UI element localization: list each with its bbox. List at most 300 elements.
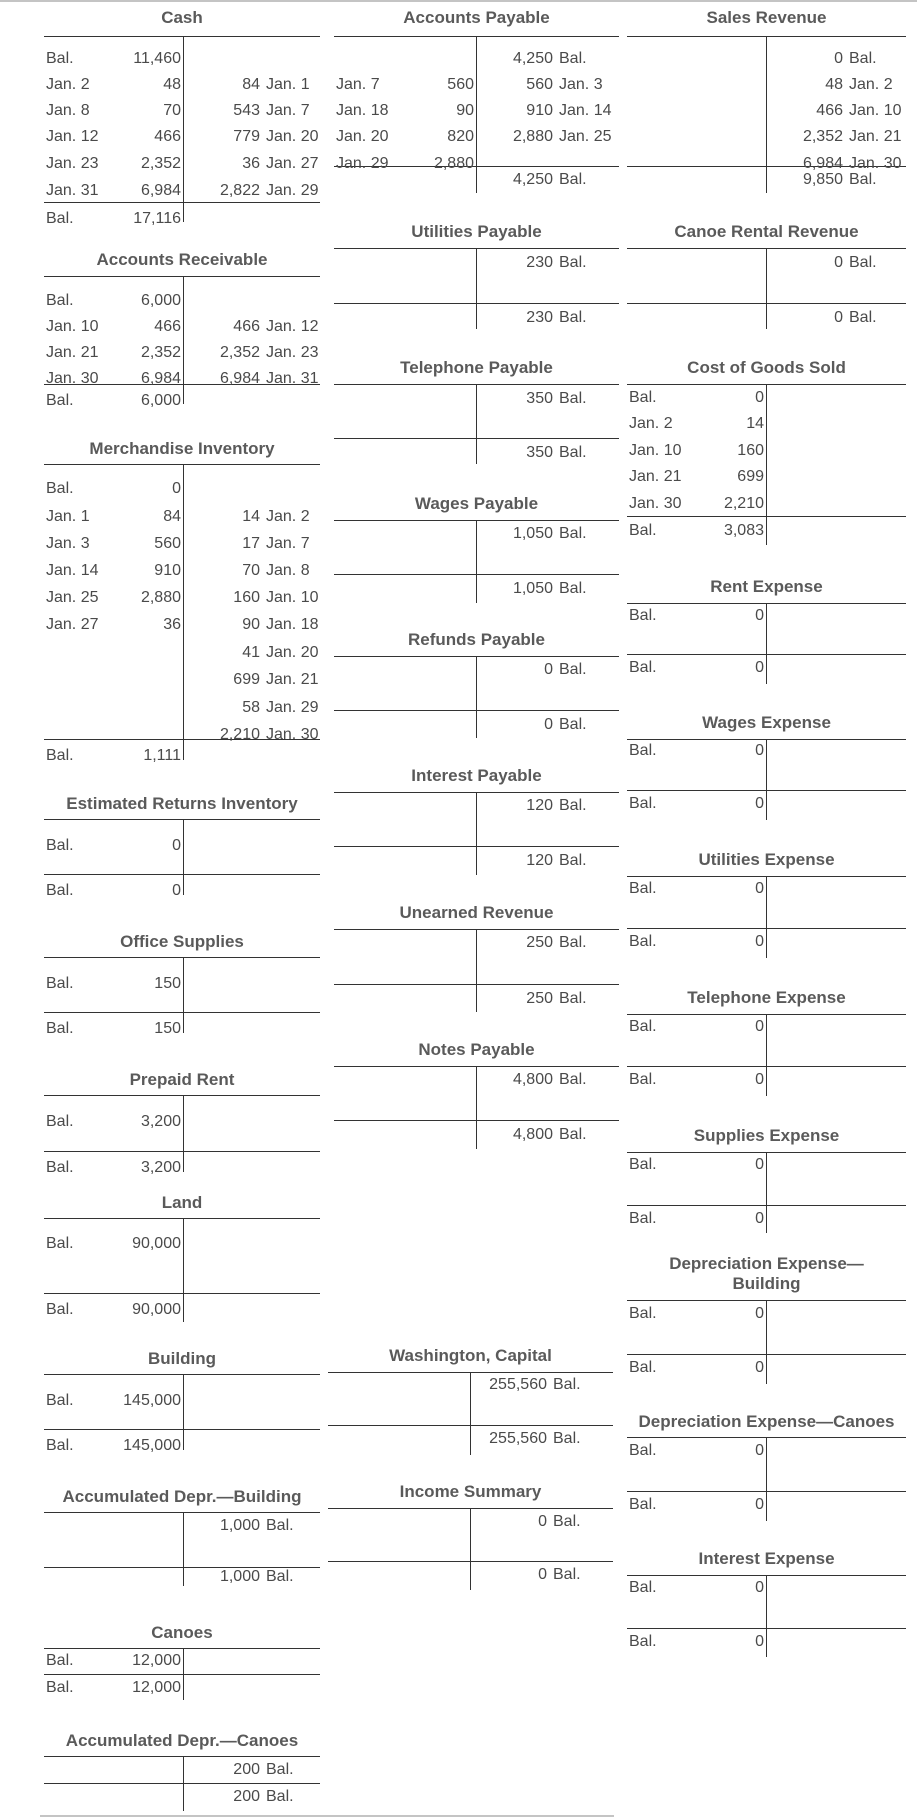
credit-amount: 2,352 <box>802 128 843 145</box>
debit-amount: 2,880 <box>433 155 474 172</box>
t-account-stem <box>183 1648 184 1700</box>
account-wages-expense <box>627 712 906 822</box>
credit-label: Jan. 29 <box>266 182 319 199</box>
debit-amount: 560 <box>447 76 474 93</box>
balance-rule <box>44 1012 320 1013</box>
debit-amount: 84 <box>163 508 181 525</box>
account-title: Washington, Capital <box>389 1346 552 1365</box>
closing-amount: 250 <box>526 990 553 1007</box>
closing-label: Bal. <box>46 747 74 764</box>
credit-amount: 6,984 <box>802 155 843 172</box>
debit-amount: 48 <box>163 76 181 93</box>
debit-label: Jan. 2 <box>629 415 673 432</box>
debit-label: Bal. <box>629 607 657 624</box>
credit-amount: 48 <box>825 76 843 93</box>
closing-amount: 0 <box>834 309 843 326</box>
header-rule <box>44 957 320 958</box>
credit-amount: 543 <box>233 102 260 119</box>
closing-amount: 230 <box>526 309 553 326</box>
credit-amount: 200 <box>233 1761 260 1778</box>
header-rule <box>44 1095 320 1096</box>
debit-amount: 910 <box>154 562 181 579</box>
debit-label: Bal. <box>46 480 74 497</box>
account-office-supplies <box>44 931 320 1035</box>
account-accounts-receivable <box>44 249 320 409</box>
debit-label: Jan. 21 <box>629 468 682 485</box>
t-account-stem <box>183 464 184 760</box>
debit-label: Jan. 20 <box>336 128 389 145</box>
closing-label: Bal. <box>553 1566 581 1583</box>
credit-label: Bal. <box>559 1071 587 1088</box>
closing-label: Bal. <box>559 1126 587 1143</box>
debit-label: Jan. 29 <box>336 155 389 172</box>
header-rule <box>44 1218 320 1219</box>
debit-amount: 2,352 <box>140 155 181 172</box>
debit-label: Bal. <box>46 1113 74 1130</box>
credit-amount: 1,050 <box>512 525 553 542</box>
closing-label: Bal. <box>46 1020 74 1037</box>
account-telephone-expense <box>627 987 906 1098</box>
account-accumulated-depr-building <box>44 1486 320 1588</box>
closing-label: Bal. <box>559 990 587 1007</box>
credit-amount: 70 <box>242 562 260 579</box>
debit-amount: 820 <box>447 128 474 145</box>
credit-label: Jan. 21 <box>849 128 902 145</box>
debit-amount: 0 <box>755 1442 764 1459</box>
closing-amount: 6,000 <box>140 392 181 409</box>
debit-amount: 36 <box>163 616 181 633</box>
closing-amount: 4,800 <box>512 1126 553 1143</box>
credit-label: Jan. 8 <box>266 562 310 579</box>
account-title: Notes Payable <box>418 1040 535 1059</box>
credit-amount: 0 <box>834 50 843 67</box>
account-title: Estimated Returns Inventory <box>66 794 298 813</box>
credit-amount: 779 <box>233 128 260 145</box>
debit-amount: 6,000 <box>140 292 181 309</box>
closing-label: Bal. <box>629 1071 657 1088</box>
credit-amount: 4,250 <box>512 50 553 67</box>
account-prepaid-rent <box>44 1069 320 1174</box>
debit-amount: 145,000 <box>123 1392 181 1409</box>
credit-amount: 17 <box>242 535 260 552</box>
credit-label: Jan. 12 <box>266 318 319 335</box>
debit-label: Jan. 23 <box>46 155 99 172</box>
account-title: Refunds Payable <box>408 630 545 649</box>
closing-label: Bal. <box>46 1437 74 1454</box>
t-account-stem <box>470 1372 471 1455</box>
credit-label: Bal. <box>266 1761 294 1778</box>
credit-amount: 350 <box>526 390 553 407</box>
credit-amount: 120 <box>526 797 553 814</box>
account-title: Cost of Goods Sold <box>687 358 846 377</box>
account-utilities-expense <box>627 849 906 960</box>
account-depreciation-expense-canoes <box>627 1411 906 1523</box>
closing-label: Bal. <box>629 522 657 539</box>
credit-amount: 2,210 <box>219 726 260 743</box>
debit-amount: 0 <box>755 1156 764 1173</box>
account-depreciation-expense-building <box>627 1254 906 1386</box>
closing-label: Bal. <box>46 1159 74 1176</box>
account-title: Supplies Expense <box>693 1126 840 1145</box>
header-rule <box>44 464 320 465</box>
debit-label: Bal. <box>46 1652 74 1669</box>
credit-amount: 160 <box>233 589 260 606</box>
account-canoes <box>44 1622 320 1702</box>
credit-label: Bal. <box>559 390 587 407</box>
account-title: Canoe Rental Revenue <box>674 222 859 241</box>
account-building <box>44 1348 320 1452</box>
closing-amount: 0 <box>755 1496 764 1513</box>
bottom-divider <box>40 1815 614 1817</box>
credit-label: Jan. 7 <box>266 102 310 119</box>
balance-rule <box>44 1429 320 1430</box>
account-cash <box>44 7 320 227</box>
credit-amount: 2,352 <box>219 344 260 361</box>
account-title: Telephone Payable <box>400 358 553 377</box>
credit-amount: 0 <box>834 254 843 271</box>
debit-amount: 0 <box>755 1018 764 1035</box>
closing-amount: 0 <box>544 716 553 733</box>
credit-amount: 910 <box>526 102 553 119</box>
credit-amount: 6,984 <box>219 370 260 387</box>
credit-label: Jan. 30 <box>266 726 319 743</box>
credit-amount: 14 <box>242 508 260 525</box>
debit-label: Jan. 3 <box>46 535 90 552</box>
t-account-stem <box>470 1508 471 1590</box>
credit-amount: 4,800 <box>512 1071 553 1088</box>
credit-label: Jan. 20 <box>266 128 319 145</box>
closing-amount: 4,250 <box>512 171 553 188</box>
closing-amount: 1,000 <box>219 1568 260 1585</box>
debit-amount: 2,880 <box>140 589 181 606</box>
debit-amount: 466 <box>154 318 181 335</box>
balance-rule <box>44 874 320 875</box>
account-telephone-payable <box>334 357 619 466</box>
closing-label: Bal. <box>46 1679 74 1696</box>
closing-label: Bal. <box>559 309 587 326</box>
credit-label: Bal. <box>849 50 877 67</box>
closing-label: Bal. <box>559 852 587 869</box>
credit-label: Bal. <box>553 1376 581 1393</box>
balance-rule <box>44 1674 320 1675</box>
closing-label: Bal. <box>46 882 74 899</box>
closing-amount: 17,116 <box>133 210 181 227</box>
account-unearned-revenue <box>334 902 619 1014</box>
debit-label: Bal. <box>629 1018 657 1035</box>
closing-label: Bal. <box>629 795 657 812</box>
account-title: Wages Expense <box>702 713 831 732</box>
t-account-stem <box>476 656 477 738</box>
debit-amount: 0 <box>755 880 764 897</box>
closing-label: Bal. <box>559 171 587 188</box>
closing-label: Bal. <box>629 659 657 676</box>
t-account-stem <box>476 384 477 464</box>
debit-label: Jan. 30 <box>629 495 682 512</box>
closing-label: Bal. <box>849 309 877 326</box>
t-account-stem <box>766 384 767 545</box>
credit-label: Bal. <box>849 254 877 271</box>
credit-label: Jan. 31 <box>266 370 319 387</box>
debit-label: Jan. 10 <box>46 318 99 335</box>
credit-amount: 0 <box>538 1513 547 1530</box>
account-title: Telephone Expense <box>687 988 846 1007</box>
t-account-stem <box>476 248 477 329</box>
closing-amount: 255,560 <box>489 1430 547 1447</box>
closing-amount: 12,000 <box>132 1679 181 1696</box>
header-rule <box>44 36 320 37</box>
header-rule <box>44 1374 320 1375</box>
closing-amount: 200 <box>233 1788 260 1805</box>
closing-amount: 145,000 <box>123 1437 181 1454</box>
debit-amount: 6,984 <box>140 370 181 387</box>
closing-label: Bal. <box>266 1568 294 1585</box>
debit-label: Jan. 10 <box>629 442 682 459</box>
t-account-stem <box>183 1756 184 1811</box>
credit-amount: 90 <box>242 616 260 633</box>
debit-amount: 466 <box>154 128 181 145</box>
closing-label: Bal. <box>629 1496 657 1513</box>
account-title: Land <box>161 1193 203 1212</box>
account-title: Depreciation Expense—Building <box>669 1254 864 1293</box>
account-supplies-expense <box>627 1125 906 1235</box>
closing-label: Bal. <box>849 171 877 188</box>
header-rule <box>44 819 320 820</box>
account-title: Prepaid Rent <box>129 1070 235 1089</box>
closing-label: Bal. <box>46 392 74 409</box>
closing-amount: 0 <box>755 1359 764 1376</box>
account-title: Sales Revenue <box>706 8 827 27</box>
debit-label: Bal. <box>629 880 657 897</box>
debit-amount: 2,210 <box>723 495 764 512</box>
credit-label: Jan. 18 <box>266 616 319 633</box>
debit-amount: 0 <box>755 1305 764 1322</box>
closing-amount: 1,050 <box>512 580 553 597</box>
credit-label: Bal. <box>559 50 587 67</box>
credit-label: Jan. 25 <box>559 128 612 145</box>
t-account-stem <box>183 819 184 895</box>
credit-amount: 466 <box>233 318 260 335</box>
credit-label: Jan. 1 <box>266 76 310 93</box>
t-account-stem <box>183 957 184 1033</box>
header-rule <box>44 1756 320 1757</box>
account-washington-capital <box>328 1345 613 1457</box>
credit-amount: 41 <box>242 644 260 661</box>
debit-amount: 90 <box>456 102 474 119</box>
t-account-stem <box>183 1218 184 1322</box>
closing-amount: 90,000 <box>132 1301 181 1318</box>
account-accumulated-depr-canoes <box>44 1730 320 1813</box>
debit-label: Bal. <box>629 1442 657 1459</box>
closing-amount: 150 <box>154 1020 181 1037</box>
debit-label: Jan. 7 <box>336 76 380 93</box>
closing-label: Bal. <box>559 444 587 461</box>
closing-amount: 3,083 <box>723 522 764 539</box>
account-interest-expense <box>627 1548 906 1659</box>
closing-amount: 0 <box>755 1071 764 1088</box>
account-title: Office Supplies <box>120 932 244 951</box>
account-income-summary <box>328 1481 613 1592</box>
t-account-stem <box>183 36 184 222</box>
closing-amount: 120 <box>526 852 553 869</box>
credit-label: Jan. 14 <box>559 102 612 119</box>
account-title: Merchandise Inventory <box>89 439 275 458</box>
credit-amount: 560 <box>526 76 553 93</box>
account-title: Utilities Expense <box>698 850 835 869</box>
t-account-stem <box>476 792 477 875</box>
closing-label: Bal. <box>629 1633 657 1650</box>
credit-amount: 2,822 <box>219 182 260 199</box>
debit-amount: 2,352 <box>140 344 181 361</box>
account-title: Wages Payable <box>414 494 539 513</box>
account-accounts-payable <box>334 7 619 195</box>
credit-label: Bal. <box>266 1517 294 1534</box>
credit-label: Bal. <box>559 934 587 951</box>
account-title: Accumulated Depr.—Canoes <box>65 1731 299 1750</box>
credit-label: Jan. 7 <box>266 535 310 552</box>
credit-label: Jan. 10 <box>849 102 902 119</box>
account-title: Rent Expense <box>710 577 823 596</box>
debit-amount: 0 <box>755 389 764 406</box>
credit-amount: 1,000 <box>219 1517 260 1534</box>
closing-label: Bal. <box>266 1788 294 1805</box>
credit-label: Jan. 2 <box>849 76 893 93</box>
debit-label: Bal. <box>629 1305 657 1322</box>
credit-label: Jan. 20 <box>266 644 319 661</box>
debit-label: Bal. <box>46 837 74 854</box>
debit-label: Jan. 14 <box>46 562 99 579</box>
closing-label: Bal. <box>629 1359 657 1376</box>
t-account-stem <box>766 603 767 684</box>
debit-amount: 0 <box>755 742 764 759</box>
debit-label: Bal. <box>46 292 74 309</box>
closing-amount: 1,111 <box>143 747 181 764</box>
closing-label: Bal. <box>46 1301 74 1318</box>
debit-amount: 0 <box>172 480 181 497</box>
closing-label: Bal. <box>553 1430 581 1447</box>
credit-amount: 230 <box>526 254 553 271</box>
closing-amount: 3,200 <box>140 1159 181 1176</box>
debit-label: Jan. 12 <box>46 128 99 145</box>
credit-amount: 699 <box>233 671 260 688</box>
debit-amount: 0 <box>755 1579 764 1596</box>
debit-amount: 14 <box>746 415 764 432</box>
t-account-stem <box>766 36 767 193</box>
t-account-stem <box>766 1300 767 1384</box>
credit-label: Bal. <box>553 1513 581 1530</box>
t-account-stem <box>183 276 184 404</box>
debit-amount: 150 <box>154 975 181 992</box>
debit-amount: 160 <box>737 442 764 459</box>
credit-label: Bal. <box>559 254 587 271</box>
credit-label: Jan. 27 <box>266 155 319 172</box>
closing-label: Bal. <box>629 1210 657 1227</box>
debit-amount: 0 <box>172 837 181 854</box>
t-account-stem <box>476 929 477 1012</box>
debit-amount: 6,984 <box>140 182 181 199</box>
balance-rule <box>44 1293 320 1294</box>
credit-label: Bal. <box>559 525 587 542</box>
closing-amount: 0 <box>172 882 181 899</box>
credit-amount: 2,880 <box>512 128 553 145</box>
t-account-stem <box>766 1014 767 1096</box>
t-account-stem <box>766 739 767 820</box>
t-account-stem <box>183 1512 184 1586</box>
credit-amount: 0 <box>544 661 553 678</box>
closing-amount: 0 <box>755 933 764 950</box>
account-title: Interest Payable <box>411 766 542 785</box>
credit-amount: 84 <box>242 76 260 93</box>
account-title: Cash <box>161 8 203 27</box>
debit-amount: 11,460 <box>133 50 181 67</box>
account-title: Accounts Payable <box>403 8 550 27</box>
debit-amount: 560 <box>154 535 181 552</box>
credit-amount: 255,560 <box>489 1376 547 1393</box>
debit-label: Bal. <box>46 1235 74 1252</box>
debit-label: Bal. <box>629 1579 657 1596</box>
account-land <box>44 1192 320 1324</box>
account-title: Canoes <box>151 1623 213 1642</box>
account-title: Accumulated Depr.—Building <box>62 1487 302 1506</box>
closing-amount: 0 <box>755 1210 764 1227</box>
credit-label: Jan. 2 <box>266 508 310 525</box>
debit-label: Jan. 2 <box>46 76 90 93</box>
account-notes-payable <box>334 1039 619 1151</box>
t-account-stem <box>766 1152 767 1233</box>
t-account-stem <box>766 248 767 329</box>
account-merchandise-inventory <box>44 438 320 762</box>
t-account-stem <box>766 1437 767 1521</box>
debit-amount: 699 <box>737 468 764 485</box>
t-account-stem <box>183 1374 184 1450</box>
account-interest-payable <box>334 765 619 877</box>
account-rent-expense <box>627 576 906 686</box>
closing-label: Bal. <box>559 716 587 733</box>
closing-label: Bal. <box>629 933 657 950</box>
debit-label: Bal. <box>46 1392 74 1409</box>
credit-amount: 36 <box>242 155 260 172</box>
account-estimated-returns-inventory <box>44 793 320 897</box>
account-title: Building <box>148 1349 216 1368</box>
closing-amount: 0 <box>755 795 764 812</box>
debit-label: Bal. <box>629 742 657 759</box>
debit-label: Jan. 27 <box>46 616 99 633</box>
debit-amount: 3,200 <box>140 1113 181 1130</box>
balance-rule <box>44 1151 320 1152</box>
debit-label: Jan. 18 <box>336 102 389 119</box>
account-title: Accounts Receivable <box>96 250 268 269</box>
balance-rule <box>44 1783 320 1784</box>
debit-amount: 0 <box>755 607 764 624</box>
account-title: Depreciation Expense—Canoes <box>638 1412 895 1431</box>
account-wages-payable <box>334 493 619 605</box>
closing-amount: 0 <box>755 659 764 676</box>
credit-label: Jan. 3 <box>559 76 603 93</box>
closing-amount: 0 <box>755 1633 764 1650</box>
closing-label: Bal. <box>46 210 74 227</box>
account-canoe-rental-revenue <box>627 221 906 331</box>
closing-amount: 9,850 <box>802 171 843 188</box>
account-title: Interest Expense <box>698 1549 835 1568</box>
t-account-stem <box>476 1066 477 1149</box>
account-title: Unearned Revenue <box>399 903 554 922</box>
debit-label: Jan. 1 <box>46 508 90 525</box>
header-rule <box>44 276 320 277</box>
credit-label: Bal. <box>559 797 587 814</box>
debit-amount: 70 <box>163 102 181 119</box>
account-cost-of-goods-sold <box>627 357 906 547</box>
debit-label: Jan. 8 <box>46 102 90 119</box>
credit-amount: 466 <box>816 102 843 119</box>
